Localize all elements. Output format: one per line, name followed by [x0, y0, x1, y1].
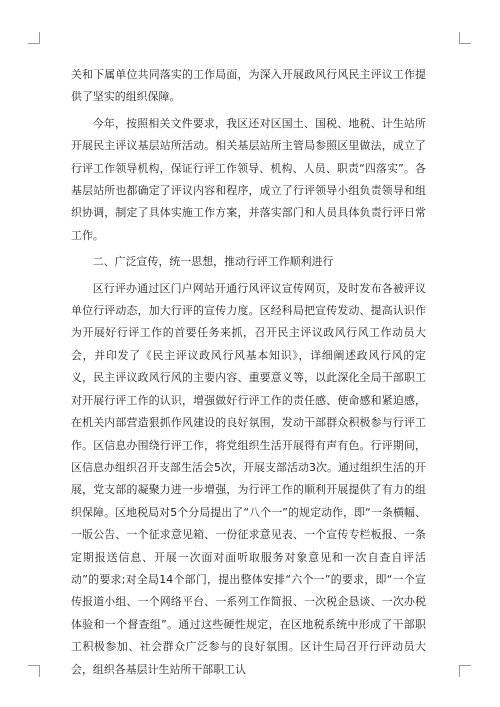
crop-mark-top-right — [459, 32, 471, 44]
crop-mark-bottom-left — [28, 665, 40, 677]
crop-mark-top-left — [28, 32, 40, 44]
crop-mark-bottom-right — [459, 665, 471, 677]
document-body — [71, 64, 426, 681]
section-heading: 二、广泛宣传，统一思想，推动行评工作顺利进行 — [92, 255, 334, 269]
paragraph-continuation: 关和下属单位共同落实的工作局面，为深入开展政风行风民主评议工作提供了坚实的组织保障。 — [71, 68, 426, 104]
paragraph-site-evaluation: 今年，按照相关文件要求，我区还对区国土、国税、地税、计生站所开展民主评议基层站所活动。相关基层站所主管局参照区里做法，成立了行评工作领导机构，保证行评工作领导、机构、人员、职责“四落实”。各基层站所也都确定了评议内容和程序，成立了行评领导小组负责领导和组织协调，制定了具体实施工作方案，并落实部门和人员具体负责行评日常工作。 — [71, 116, 426, 242]
paragraph-publicity: 区行评办通过区门户网站开通行风评议宣传网页，及时发布各被评议单位行评动态，加大行评的宣传力度。区经科局把宣传发动、提高认识作为开展好行评工作的首要任务来抓，召开民主评议政风行风工作动员大会，并印发了《民主评议政风行风基本知识》，详细阐述政风行风的定义，民主评议政风行风的主要内容、重要意义等，以此深化全局干部职工对开展行评工作的认识，增强做好行评工作的责任感、使命感和紧迫感，在机关内部营造狠抓作风建设的良好氛围，发动干部群众积极参与行评工作。区信息办围绕行评工作，将党组织生活开展得有声有色。行评期间，区信息办组织召开支部生活会5次，开展支部活动3次。通过组织生活的开展，党支部的凝聚力进一步增强，为行评工作的顺利开展提供了有力的组织保障。区地税局对5个分局提出了“八个一”的规定动作，即“一条横幅、一版公告、一个征求意见箱、一份征求意见表、一个宣传专栏板报、一条定期报送信息、开展一次面对面听取服务对象意见和一次自查自评活动”的要求;对全局14个部门，提出整体安排“六个一”的要求，即“一个宣传报道小组、一个网络平台、一系列工作简报、一次税企恳谈、一次办税体验和一个督查组”。通过这些硬性规定，在区地税系统中形成了干部职工积极参加、社会群众广泛参与的良好氛围。区计生局召开行评动员大会，组织各基层计生站所干部职工认 — [71, 281, 426, 676]
